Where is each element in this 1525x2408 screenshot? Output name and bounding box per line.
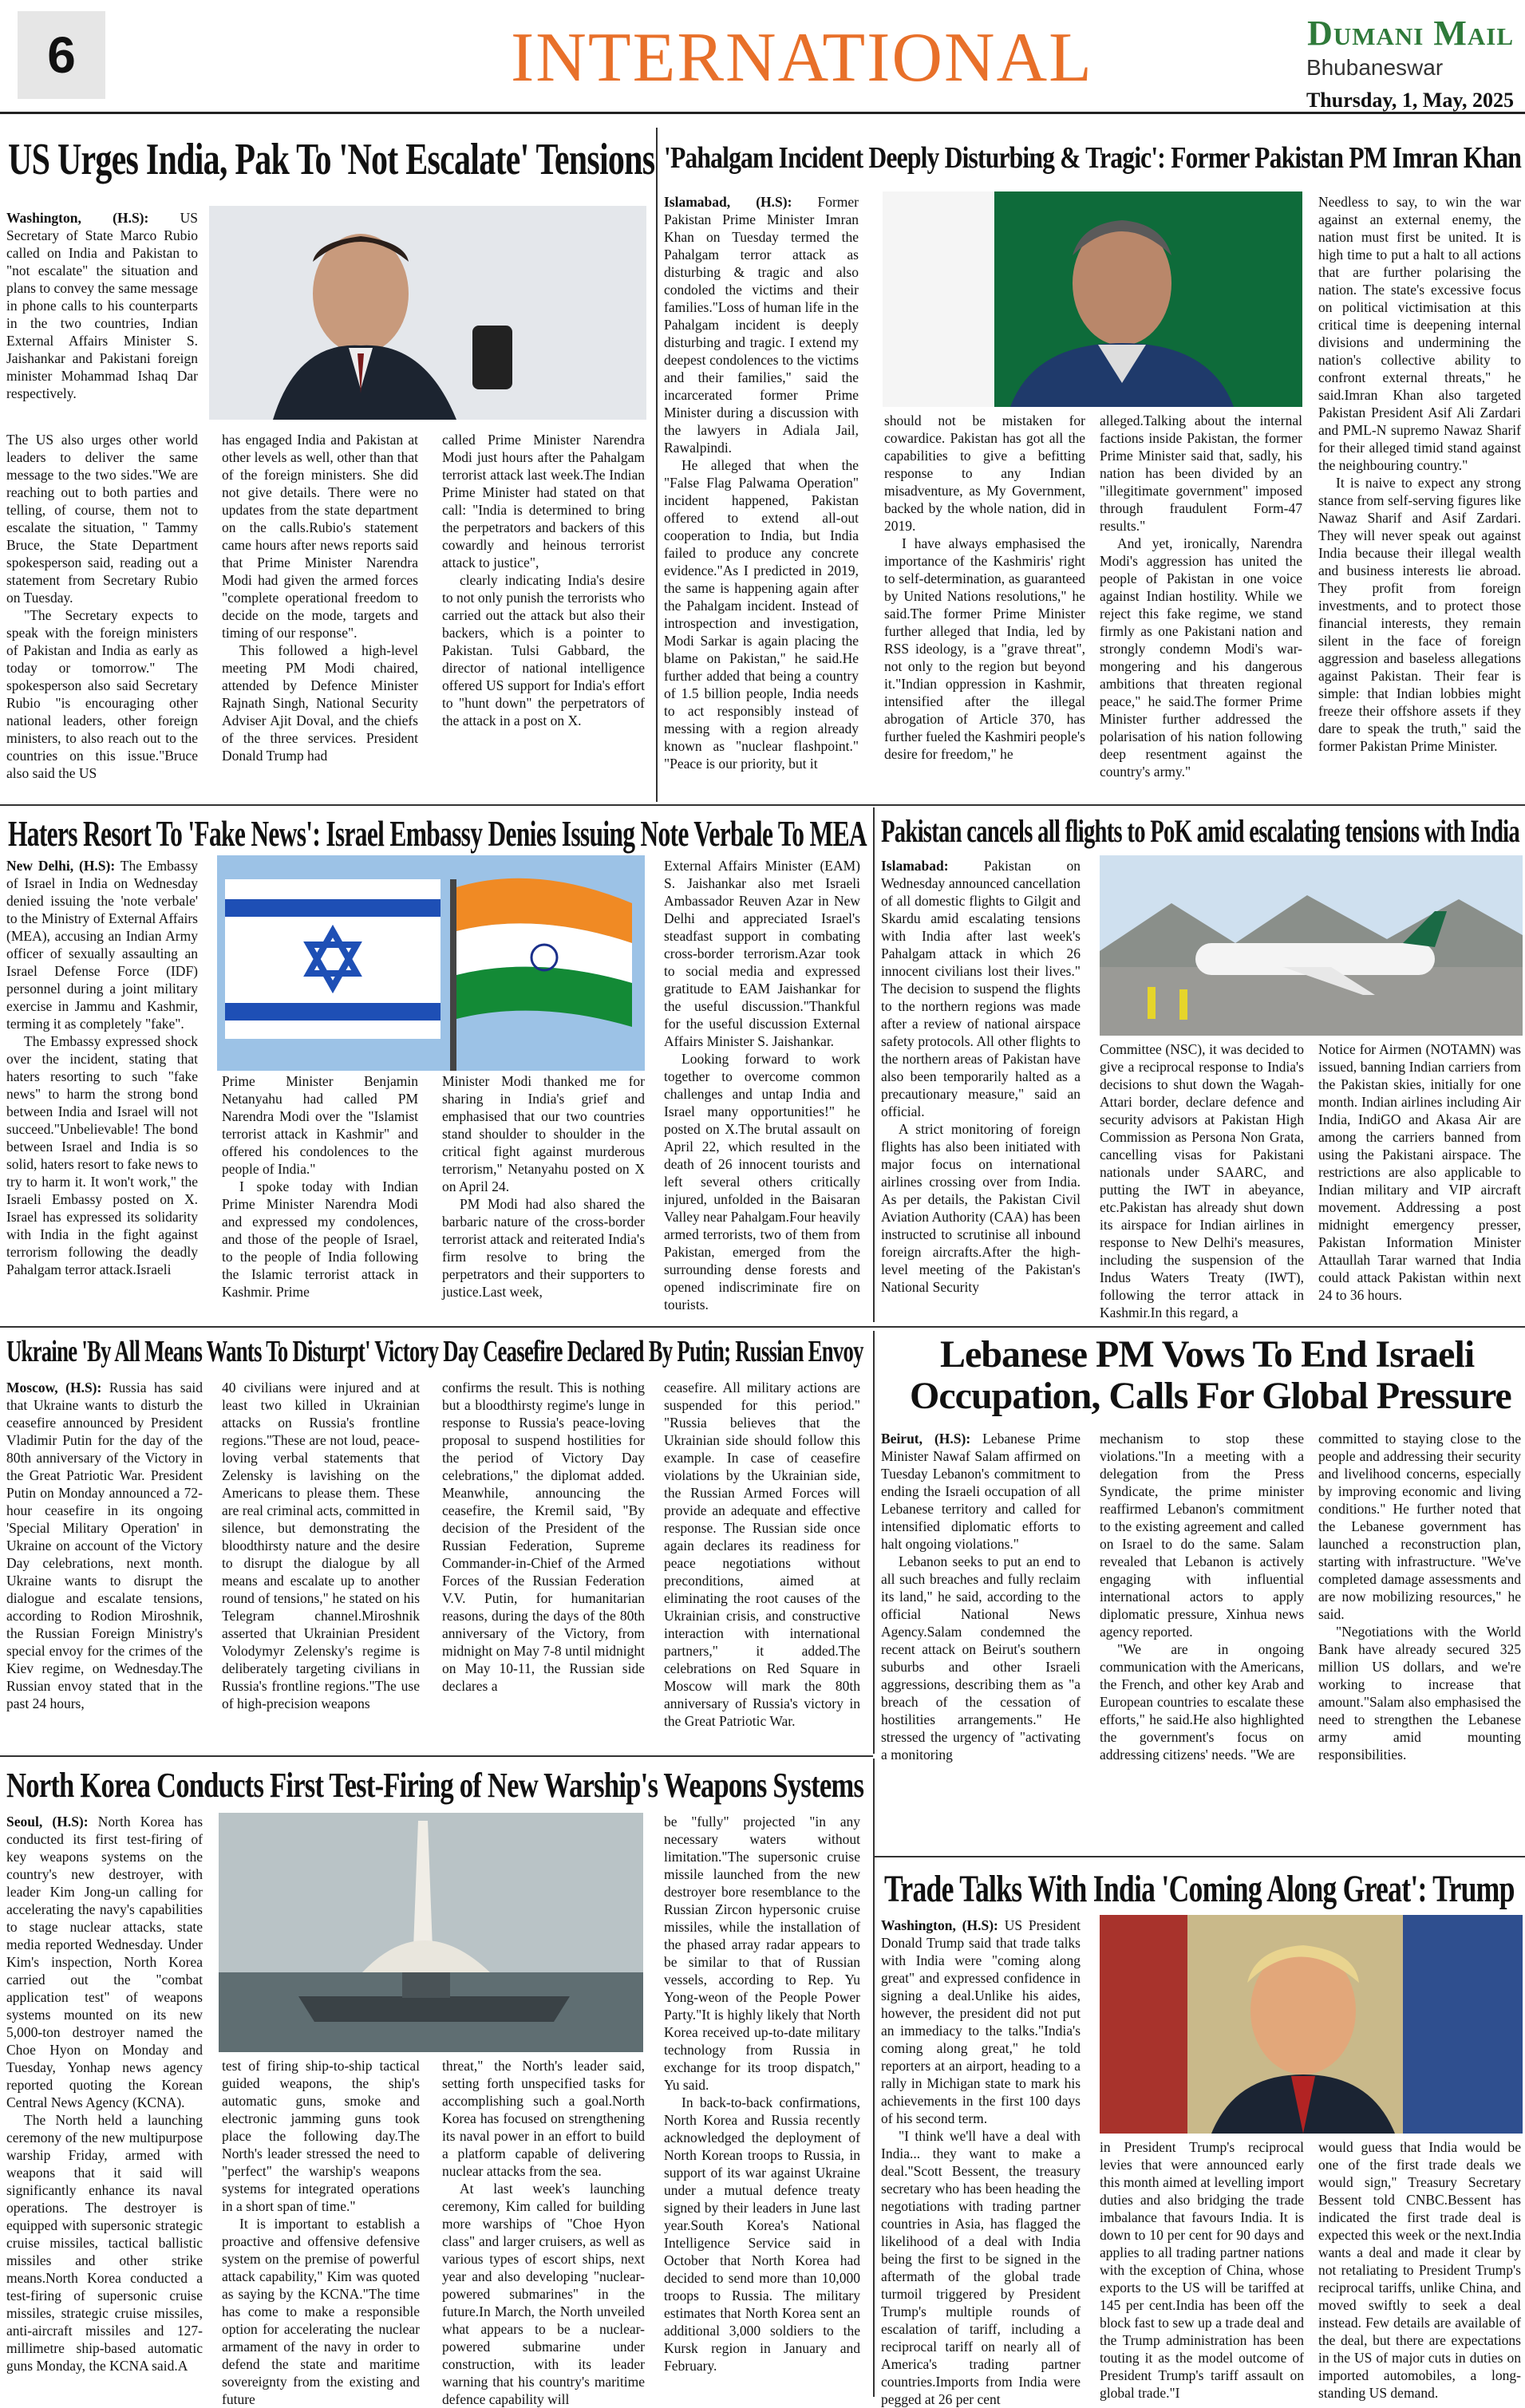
pok-col2: Committee (NSC), it was decided to give a reciprocal response to India's decisions to shut down the Wagah-Attari border, declare defence and security advisors at Pakistan High Commission as Persona Non Grata, cancelling visas for Pakistani nationals under SAARC, and putting the IWT in abeyance, etc.Pakistan has already shut down its airspace for Indian airlines in response to New Delhi's measures, including the suspension of the Indus Waters Treaty (IWT), following the terror attack in Kashmir.In this regard, a [1100,1041,1304,1320]
brand-city: Bhubaneswar [1306,55,1444,80]
trump-col2: in President Trump's reciprocal levies that were announced early this month aimed at levelling import duties and also bridging the trade imbalance that favours India. It is down to 10 per cent for 90 days and applies to all trading partner nations with the exception of China, whose exports to the US will be tariffed at 145 per cent.India has been off the block fast to sew up a trade deal and the Trump administration has been touting it as the model outcome of President Trump's tariff assault on global trade."I [1100,2139,1304,2401]
israel-col4: External Affairs Minister (EAM) S. Jaishankar also met Israeli Ambassador Reuven Azar in New Delhi and appreciated Israel's steadfast support in combating cross-border terrorism.Azar took to social media and expressed gratitude to EAM Jaishankar for the useful discussion."Thankful for the useful discussion External Affairs Minister S. Jaishankar. Looking forward to work together to overcome common challenges and untap India and Israel many opportunities!" he posted on X.The brutal assault on April 22, which resulted in the death of 26 innocent tourists and left several others critically injured, unfolded in the Baisaran Valley near Pahalgam.Four heavily armed terrorists, two of them from Pakistan, emerged from the surrounding dense forests and opened indiscriminate fire on tourists. [664,858,860,1313]
nkorea-col3: threat," the North's leader said, setting forth unspecified tasks for accomplishing such a goal.North Korea has focused on strengthening its naval power in an effort to build a platform capable of delivering nuclear attacks from the sea. At last week's launching ceremony, Kim called for building more warships of "Choe Hyon class" and larger cruisers, as well as various types of escort ships, next year and also developing "nuclear-powered submarines" in the future.In March, the North unveiled what appears to be a nuclear-powered submarine under construction, with its leader warning that his country's maritime defence capability will [442,2058,645,2407]
rubio-photo [209,206,646,420]
dateline: Islamabad: [881,858,949,874]
headline-pok: Pakistan cancels all flights to PoK amid escalating tensions with India [881,813,1519,849]
rubio-col3: called Prime Minister Narendra Modi just hours after the Pahalgam terrorist attack last week.The Indian Prime Minister had stated on that call: "India is determined to bring the perpetrators and backers of this cowardly and heinous terrorist attack to justice", clearly indicating India's desire to not only punish the terrorists who carried out the attack but also their backers, which is a pointer to Pakistan. Tulsi Gabbard, the director of national intelligence offered US support for India's effort to "hunt down" the perpetrators of the attack in a post on X. [442,432,645,728]
imran-col3: alleged.Talking about the internal factions inside Pakistan, the former Prime Minister said that, sadly, his nation has been divided by an "illegitimate government" imposed through fraudulent Form-47 results." And yet, ironically, Narendra Modi's aggression has united the people of Pakistan in one voice against Indian hostility. While we reject this fake regime, we stand firmly as one Pakistani nation and strongly condemn Modi's war-mongering and his dangerous ambitions that threaten regional peace," he said.The former Prime Minister further addressed the polarisation of his nation following deep resentment against the country's army." [1100,413,1302,780]
aircraft-photo [1100,855,1523,1036]
column-rule [873,1759,875,2397]
pok-col3: Notice for Airmen (NOTAMN) was issued, banning Indian carriers from the Pakistan skies, initially for one month. Indian airlines including Air India, IndiGO and Akasa Air are among the carriers banned from using the Pakistani airspace. The restrictions are also applicable to Indian military and VIP aircraft movement. Addressing a post midnight emergency presser, Pakistan Information Minister Attaullah Tarar warned that India could attack Pakistan within next 24 to 36 hours. [1318,1041,1521,1303]
rubio-col1-cont: The US also urges other world leaders to deliver the same message to the two sides."We are reaching out to both parties and telling, of course, them not to escalate the situation, " Tammy Bruce, the State Department spokesperson said, reading out a statement from Secretary Rubio on Tuesday. "The Secretary expects to speak with the foreign ministers of Pakistan and India as early as today or tomorrow." The spokesperson also said Secretary Rubio "is encouraging other national leaders, other foreign ministers, to also reach out to the countries on this issue."Bruce also said the US [6,432,198,781]
brand-block [1306,13,1514,113]
ukraine-col4: ceasefire. All military actions are suspended for this period." "Russia believes that the Ukrainian side should follow this example. In case of ceasefire violations by the Ukrainian side, the Russian Armed Forces will provide an adequate and effective response. The Russian side once again declares its readiness for peace negotiations without preconditions, aimed at eliminating the root causes of the Ukrainian crisis, and constructive interaction with international partners," it added.The celebrations on Red Square in Moscow will mark the 80th anniversary of Russia's victory in the Great Patriotic War. [664,1380,860,1729]
headline-israel: Haters Resort To 'Fake News': Israel Embassy Denies Issuing Note Verbale To MEA [8,813,867,854]
missile-launch-photo [219,1813,643,2052]
trump-col1: Washington, (H.S): US President Donald Trump said that trade talks with India were "coming along great" and expressed confidence in signing a deal.Unlike his aides, however, the president did not put an immediacy to the talks."India's coming along great," he told reporters at an airport, heading to a rally in Michigan state to mark his achievements in the first 100 days of his second term. "I think we'll have a deal with India... they want to make a deal."Scott Bessent, the treasury secretary who has been heading the negotiations with trading partner countries in Asia, has flagged the likelihood of a deal with India being the first to be signed in the aftermath of the global trade turmoil triggered by President Trump's multiple rounds of escalation of tariff, including a reciprocal tariff on nearly all of America's trading partner countries.Imports from India were pegged at 26 per cent [881,1917,1081,2407]
headline-rubio: US Urges India, Pak To 'Not Escalate' Tensions [8,135,655,184]
headline-trump: Trade Talks With India 'Coming Along Great': Trump [884,1868,1515,1910]
israel-flag-photo [225,879,441,1039]
nkorea-col1: Seoul, (H.S): North Korea has conducted its first test-firing of key weapons systems on the country's new destroyer, with leader Kim Jong-un calling for accelerating the navy's capabilities to stage nuclear attacks, state media reported Wednesday. Under Kim's inspection, North Korea carried out the "combat application test" of weapons systems mounted on its new 5,000-ton destroyer named the Choe Hyon on Monday and Tuesday, Yonhap news agency reported quoting the Korean Central News Agency (KCNA). The North held a launching ceremony of the new multipurpose warship Friday, armed with weapons that it said will significantly enhance its naval operations. The destroyer is equipped with supersonic strategic cruise missiles, tactical ballistic missiles and other strike means.North Korea conducted a test-firing of supersonic cruise missiles, strategic cruise missiles, anti-aircraft missiles and 127-millimetre ship-based automatic guns Monday, the KCNA said.A [6,1814,203,2374]
pok-col1: Islamabad: Pakistan on Wednesday announced cancellation of all domestic flights to Gilgit and Skardu amid escalating tensions with India after last week's Pahalgam attack in which 26 innocent civilians lost their lives." The decision to suspend the flights to the northern regions was made after a review of national airspace safety protocols. All other flights to the northern areas of Pakistan have also been temporarily halted as a precautionary measure," said an official. A strict monitoring of foreign flights has also been initiated with major focus on international airlines crossing over from India. As per details, the Pakistan Civil Aviation Authority (CAA) has been instructed to scrutinise all inbound foreign aircrafts.After the high-level meeting of the Pakistan's National Security [881,858,1081,1295]
israel-col3: Minister Modi thanked me for sharing in India's grief and emphasised that our two countries stand shoulder to shoulder in the critical fight against murderous terrorism," Netanyahu posted on X on April 24. PM Modi had also shared the barbaric nature of the cross-border terrorist attack and reiterated India's firm resolve to bring the perpetrators and their supporters to justice.Last week, [442,1073,645,1300]
lebanon-col2: mechanism to stop these violations."In a meeting with a delegation from the Press Syndicate, the prime minister reaffirmed Lebanon's commitment to the existing agreement and called on Israel to do the same. Salam revealed that Lebanon is actively engaging with influential international actors to apply diplomatic pressure, Xinhua news agency reported. "We are in ongoing communication with the Americans, the French, and other key Arab and European countries to escalate these efforts," he said.He also highlighted the government's focus on addressing citizens' needs. "We are [1100,1431,1304,1763]
headline-ukraine: Ukraine 'By All Means Wants To Disturpt' Victory Day Ceasefire Declared By Putin; Russian Envoy [6,1335,863,1368]
trump-col3: would guess that India would be one of the first trade deals we would sign," Treasury Secretary Bessent told CNBC.Bessent has indicated the first trade deal is expected this week or the next.India wants a deal and made it clear by not retaliating to President Trump's reciprocal tariffs, unlike China, and moved swiftly to seek a deal instead. Few details are available of the deal, but there are expectations in the US of major cuts in duties on imported automobiles, a long-standing US demand. [1318,2139,1521,2401]
trump-photo [1100,1915,1523,2134]
section-title: INTERNATIONAL [511,19,1093,97]
nkorea-col4: be "fully" projected "in any necessary waters without limitation."The supersonic cruise missile launched from the new destroyer bore resemblance to the Russian Zircon hypersonic cruise missiles, while the installation of the phased array radar appears to be similar to that of Russian vessels, according to Rep. Yu Yong-weon of the People Power Party."It is highly likely that North Korea received up-to-date military technology from Russia in exchange for its troop dispatch," Yu said. In back-to-back confirmations, North Korea and Russia recently acknowledged the deployment of North Korean troops to Russia, in support of its war against Ukraine under a mutual defence treaty signed by their leaders in June last year.South Korea's National Intelligence Service said in October that North Korea had decided to send more than 10,000 troops to Russia. The military estimates that North Korea sent an additional 3,000 soldiers to the Kursk region in January and February. [664,1814,860,2374]
column-rule [873,1331,875,1754]
headline-imran: 'Pahalgam Incident Deeply Disturbing & Tragic': Former Pakistan PM Imran Khan [664,141,1521,175]
page-number: 6 [18,11,105,99]
dateline: Washington, (H.S): [6,210,149,226]
israel-col2: Prime Minister Benjamin Netanyahu had called PM Narendra Modi over the "Islamist terrorist attack in Kashmir" and offered his condolences to the people of India." I spoke today with Indian Prime Minister Narendra Modi and expressed my condolences, and those of the people of Israel, to the people of India following the Islamic terrorist attack in Kashmir. Prime [222,1073,418,1300]
imran-col1: Islamabad, (H.S): Former Pakistan Prime Minister Imran Khan on Tuesday termed the Pahalgam terror attack as disturbing & tragic and also condoled the victims and their families."Loss of human life in the Pahalgam incident is deeply disturbing and tragic. I extend my deepest condolences to the victims and their families," said the incarcerated former Prime Minister during a discussion with the lawyers in Adiala Jail, Rawalpindi. He alleged that when the "False Flag Palwama Operation" incident happened, Pakistan offered to extend all-out cooperation to India, but India failed to produce any concrete evidence."As I predicted in 2019, the same is happening again after the Pahalgam incident. Instead of introspection and investigation, Modi Sarkar is again placing the blame on Pakistan," he said.He further added that being a country of 1.5 billion people, India needs to act responsibly instead of messing with a region already known as "nuclear flashpoint." "Peace is our priority, but it [664,194,859,772]
headline-lebanon-line2: Occupation, Calls For Global Pressure [910,1375,1511,1417]
flags-photo [217,855,645,1071]
brand-name: Dumani Mail [1307,14,1514,53]
dateline: New Delhi, (H.S): [6,858,116,874]
ukraine-col1: Moscow, (H.S): Russia has said that Ukraine wants to disturb the ceasefire announced by President Vladimir Putin for the day of the 80th anniversary of the Victory in the Great Patriotic War. President Putin on Monday announced a 72-hour ceasefire in its ongoing 'Special Military Operation' in Ukraine on account of the Victory Day celebrations, next month. Ukraine wants to disrupt the dialogue and escalate tensions, according to Rodion Miroshnik, the Russian Foreign Ministry's special envoy for the crimes of the Kiev regime, on Wednesday.The Russian envoy stated that in the past 24 hours, [6,1380,203,1711]
column-rule [873,807,875,1322]
dateline: Islamabad, (H.S): [664,194,792,210]
dateline: Seoul, (H.S): [6,1814,89,1830]
row-rule [0,1755,873,1757]
dateline: Washington, (H.S): [881,1917,998,1933]
column-rule [656,128,658,802]
headline-nkorea: North Korea Conducts First Test-Firing of New Warship's Weapons Systems [6,1766,864,1805]
imran-khan-photo [883,191,1302,407]
nkorea-col2: test of firing ship-to-ship tactical guided weapons, the ship's automatic guns, smoke and electronic jamming guns took place the following day.The North's leader stressed the need to "perfect" the warship's weapons systems for integrated operations in a short span of time." It is important to establish a proactive and offensive defensive system on the premise of powerful attack capability," Kim was quoted as saying by the KCNA."The time has come to make a responsible option for accelerating the nuclear armament of the navy in order to defend the state and maritime sovereignty from the existing and future [222,2058,420,2407]
dateline: Beirut, (H.S): [881,1431,971,1447]
dateline: Moscow, (H.S): [6,1380,102,1395]
ukraine-col2: 40 civilians were injured and at least two killed in Ukrainian attacks on Russia's frontline regions."These are not loud, peace-loving verbal statements that Zelensky is lavishing on the Americans to please them. These are real criminal acts, committed in silence, but demonstrating the bloodthirsty nature and the desire to disrupt the dialogue by all means and escalate up to another round of tensions," he stated on his Telegram channel.Miroshnik asserted that Ukrainian President Volodymyr Zelensky's regime is deliberately targeting civilians in Russia's frontline regions."The use of high-precision weapons [222,1380,420,1711]
imran-col4: Needless to say, to win the war against an external enemy, the nation must first be united. It is high time to put a halt to all actions that are further polarising the nation. The state's excessive focus on political victimisation at this critical time is deepening internal divisions and undermining the nation's collective ability to confront external threats," he said.Imran Khan also targeted Pakistan President Asif Ali Zardari and PML-N supremo Nawaz Sharif for their alleged timid stand against the neighbouring country." It is naive to expect any strong stance from self-serving figures like Nawaz Sharif and Asif Zardari. They will never speak out against India because their illegal wealth and business interests lie abroad. They profit from foreign investments, and to protect those financial interests, they remain silent in the face of foreign aggression and baseless allegations against Pakistan. Their fear is simple: that Indian lobbies might freeze their offshore assets if they dare to speak the truth," said the former Pakistan Prime Minister. [1318,194,1521,754]
imran-col2: should not be mistaken for cowardice. Pakistan has got all the capabilities to give a befitting response to any Indian misadventure, as My Government, backed by the whole nation, did in 2019. I have always emphasised the importance of the Kashmiris' right to self-determination, as guaranteed by United Nations resolutions," he said.The former Prime Minister further alleged that India, led by RSS ideology, is a "grave threat", not only to the region but beyond it."Indian oppression in Kashmir, intensified after the illegal abrogation of Article 370, has further fueled the Kashmiri people's desire for freedom," he [884,413,1085,762]
issue-date: Thursday, 1, May, 2025 [1306,89,1514,112]
row-rule [875,1856,1525,1857]
row-rule [0,1326,1525,1328]
israel-col1: New Delhi, (H.S): The Embassy of Israel in India on Wednesday denied issuing the 'note verbale' to the Ministry of External Affairs (MEA), accusing an Indian Army officer of sexually assaulting an Israel Defense Force (IDF) personnel during a joint military exercise in Jammu and Kashmir, terming it as completely "fake". The Embassy expressed shock over the incident, stating that haters resorting to such "fake news" to harm the strong bond between India and Israel will not succeed."Unbelievable! The bond between Israel and India is so solid, haters resort to fake news to try to harm it. It won't work," the Israeli Embassy posted on X. Israel has expressed its solidarity with India in the fight against terrorism following the deadly Pahalgam terror attack.Israeli [6,858,199,1277]
lebanon-col1: Beirut, (H.S): Lebanese Prime Minister Nawaf Salam affirmed on Tuesday Lebanon's commitment to ending the Israeli occupation of all Lebanese territory and called for intensified diplomatic efforts to halt ongoing violations." Lebanon seeks to put an end to all such breaches and fully reclaim its land," he said, according to the official National News Agency.Salam condemned the recent attack on Beirut's southern suburbs and other Israeli aggressions, describing them as "a breach of the cessation of hostilities arrangements." He stressed the urgency of "activating a monitoring [881,1431,1081,1763]
ukraine-col3: confirms the result. This is nothing but a bloodthirsty regime's lunge in response to Russia's peace-loving proposal to suspend hostilities for the period of Victory Day celebrations," the diplomat added. Meanwhile, announcing the ceasefire, the Kremil said, "By decision of the President of the Russian Federation, Supreme Commander-in-Chief of the Armed Forces of the Russian Federation V.V. Putin, for humanitarian reasons, during the days of the 80th anniversary of the Victory, from midnight on May 7-8 until midnight on May 10-11, the Russian side declares a [442,1380,645,1694]
lebanon-col3: committed to staying close to the people and addressing their security and livelihood concerns, especially by improving economic and living conditions." He further noted that the Lebanese government has launched a reconstruction plan, starting with infrastructure. "We've completed damage assessments and are now mobilizing resources," he said. "Negotiations with the World Bank have already secured 325 million US dollars, and we're working to increase that amount."Salam also emphasised the need to strengthen the Lebanese army amid mounting responsibilities. [1318,1431,1521,1763]
rubio-col1: Washington, (H.S): US Secretary of State Marco Rubio called on India and Pakistan to "not escalate" the situation and plans to convey the same message in phone calls to his counterparts in the two countries, Indian External Affairs Minister S. Jaishankar and Pakistani foreign minister Mohammad Ishaq Dar respectively. [6,210,198,401]
rubio-col2: has engaged India and Pakistan at other levels as well, other than that of the foreign ministers. She did not give details. There were no updates from the state department on the calls.Rubio's statement came hours after news reports said that Prime Minister Narendra Modi had given the armed forces "complete operational freedom to decide on the mode, targets and timing of our response". This followed a high-level meeting PM Modi chaired, attended by Defence Minister Rajnath Singh, National Security Adviser Ajit Doval, and the chiefs of the three services. President Donald Trump had [222,432,418,764]
row-rule [0,804,1525,806]
masthead-divider [0,112,1525,114]
headline-lebanon-line1: Lebanese PM Vows To End Israeli [940,1333,1475,1376]
